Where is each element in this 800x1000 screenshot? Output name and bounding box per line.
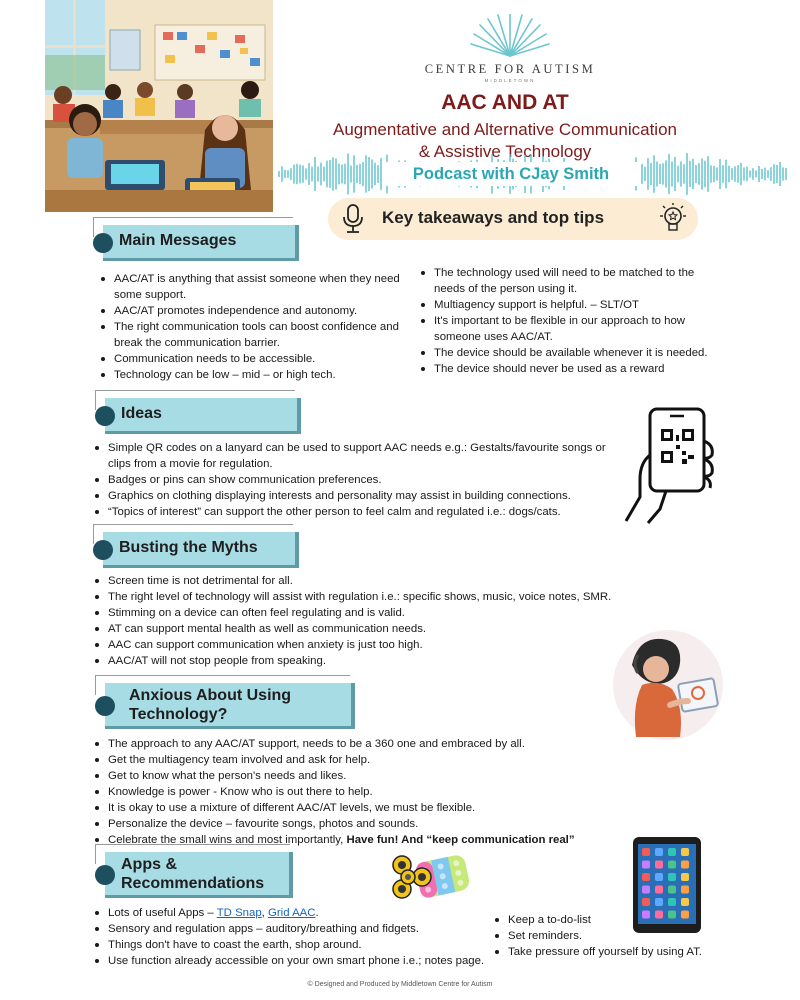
app-tile <box>668 861 676 869</box>
list-item: AT can support mental health as well as communication needs. <box>90 621 650 637</box>
list-item-suffix: . <box>315 907 319 919</box>
app-tile <box>668 848 676 856</box>
list-item: Simple QR codes on a lanyard can be used to support AAC needs e.g.: Gestalts/favourite songs or clips from a movie for regulation. <box>90 440 610 472</box>
list-item: The right communication tools can boost confidence and break the communication barrier. <box>96 319 401 351</box>
list-item: The technology used will need to be matched to the needs of the person using it. <box>416 265 726 297</box>
section-busting-myths <box>93 532 303 568</box>
list-item: Set reminders. <box>490 928 705 944</box>
section-dot <box>93 233 113 253</box>
org-sub: MIDDLETOWN <box>484 78 536 83</box>
app-tile <box>655 873 663 881</box>
org-name: CENTRE FOR AUTISM <box>424 62 596 76</box>
apps-right-list <box>490 912 705 960</box>
list-item: Multiagency support is helpful. – SLT/OT <box>416 297 726 313</box>
list-item: Badges or pins can show communication preferences. <box>90 472 610 488</box>
list-item: Knowledge is power - Know who is out there to help. <box>90 784 650 800</box>
apps-left-list <box>90 905 490 969</box>
lightbulb-icon <box>658 202 688 236</box>
app-tile <box>655 886 663 894</box>
centre-for-autism-logo <box>420 14 600 83</box>
heading-line-1: Anxious About Using <box>129 687 292 704</box>
person-with-tablet-illustration <box>612 625 724 745</box>
footer-credit: © Designed and Produced by Middletown Centre for Autism <box>307 981 493 988</box>
app-tile <box>681 898 689 906</box>
section-heading <box>129 686 291 724</box>
list-item: It is okay to use a mixture of different AAC/AT levels, we must be flexible. <box>90 800 650 816</box>
list-item: Personalize the device – favourite songs, photos and sounds. <box>90 816 650 832</box>
app-tile <box>642 873 650 881</box>
section-dot <box>95 406 115 426</box>
section-dot <box>95 696 115 716</box>
list-item: The right level of technology will assist with regulation i.e.: specific shows, music, voice notes, SMR. <box>90 589 650 605</box>
section-heading: Main Messages <box>119 232 237 249</box>
app-tile <box>655 848 663 856</box>
heading-line-2: Recommendations <box>121 875 265 892</box>
section-heading: Ideas <box>121 405 162 422</box>
subtitle-line-2: & Assistive Technology <box>418 142 592 161</box>
subtitle-line-1: Augmentative and Alternative Communication <box>333 120 677 139</box>
podcast-label: Podcast with CJay Smith <box>382 162 640 186</box>
list-item: Stimming on a device can often feel regulating and is valid. <box>90 605 650 621</box>
list-item: Technology can be low – mid – or high tech. <box>96 367 401 383</box>
list-item: Screen time is not detrimental for all. <box>90 573 650 589</box>
list-item: Sensory and regulation apps – auditory/breathing and fidgets. <box>90 921 490 937</box>
app-tile <box>668 898 676 906</box>
app-tile <box>681 861 689 869</box>
list-item <box>90 905 490 921</box>
section-heading <box>121 855 264 893</box>
list-item: Communication needs to be accessible. <box>96 351 401 367</box>
list-item: Get to know what the person's needs and likes. <box>90 768 650 784</box>
section-main-messages <box>93 225 303 261</box>
list-item-bold: Have fun! And “keep communication real” <box>346 834 575 846</box>
fidget-toys-icon <box>388 853 472 903</box>
takeaways-title: Key takeaways and top tips <box>382 208 605 227</box>
microphone-icon <box>340 204 366 234</box>
grid-aac-link[interactable]: Grid AAC <box>268 907 316 919</box>
list-item: Keep a to-do-list <box>490 912 705 928</box>
main-messages-right-list <box>416 265 726 377</box>
list-item: AAC/AT will not stop people from speaking. <box>90 653 650 669</box>
ideas-list <box>90 440 610 520</box>
app-tile <box>681 886 689 894</box>
td-snap-link[interactable]: TD Snap <box>216 907 262 919</box>
phone-qr-icon <box>622 405 718 525</box>
app-tile <box>642 848 650 856</box>
section-anxious <box>95 683 357 729</box>
list-item: AAC can support communication when anxiety is just too high. <box>90 637 650 653</box>
app-tile <box>655 861 663 869</box>
list-item: Things don't have to coast the earth, shop around. <box>90 937 490 953</box>
app-tile <box>681 848 689 856</box>
list-item: Take pressure off yourself by using AT. <box>490 944 705 960</box>
list-item: “Topics of interest” can support the other person to feel calm and regulated i.e.: dogs/cats. <box>90 504 610 520</box>
list-item: AAC/AT is anything that assist someone when they need some support. <box>96 271 401 303</box>
list-item: It's important to be flexible in our approach to how someone uses AAC/AT. <box>416 313 726 345</box>
section-apps <box>95 852 295 898</box>
list-item-text: Lots of useful Apps – <box>108 907 217 919</box>
list-item: Use function already accessible on your own smart phone i.e.; notes page. <box>90 953 485 969</box>
list-item: The device should be available whenever it is needed. <box>416 345 726 361</box>
app-tile <box>642 886 650 894</box>
myths-list <box>90 573 650 669</box>
heading-line-1: Apps & <box>121 856 177 873</box>
app-tile <box>642 861 650 869</box>
list-item: Get the multiagency team involved and ask for help. <box>90 752 650 768</box>
anxious-list <box>90 736 650 848</box>
takeaways-banner <box>328 198 698 240</box>
fan-logo-icon <box>465 14 555 58</box>
list-item-text: Celebrate the small wins and most importantly, <box>108 834 347 846</box>
list-item: The approach to any AAC/AT support, needs to be a 360 one and embraced by all. <box>90 736 650 752</box>
heading-line-2: Technology? <box>129 706 228 723</box>
main-messages-left-list <box>96 271 401 383</box>
section-heading: Busting the Myths <box>119 539 258 556</box>
page-title: AAC AND AT <box>441 91 569 114</box>
app-tile <box>655 898 663 906</box>
app-tile <box>642 898 650 906</box>
list-item: Graphics on clothing displaying interests and personality may assist in building connections. <box>90 488 610 504</box>
section-dot <box>93 540 113 560</box>
section-dot <box>95 865 115 885</box>
list-item: The device should never be used as a reward <box>416 361 726 377</box>
app-tile <box>668 886 676 894</box>
link-separator: , <box>261 907 269 919</box>
classroom-illustration <box>45 0 273 212</box>
section-ideas <box>95 398 305 434</box>
app-tile <box>681 873 689 881</box>
app-tile <box>668 873 676 881</box>
list-item: AAC/AT promotes independence and autonomy. <box>96 303 401 319</box>
